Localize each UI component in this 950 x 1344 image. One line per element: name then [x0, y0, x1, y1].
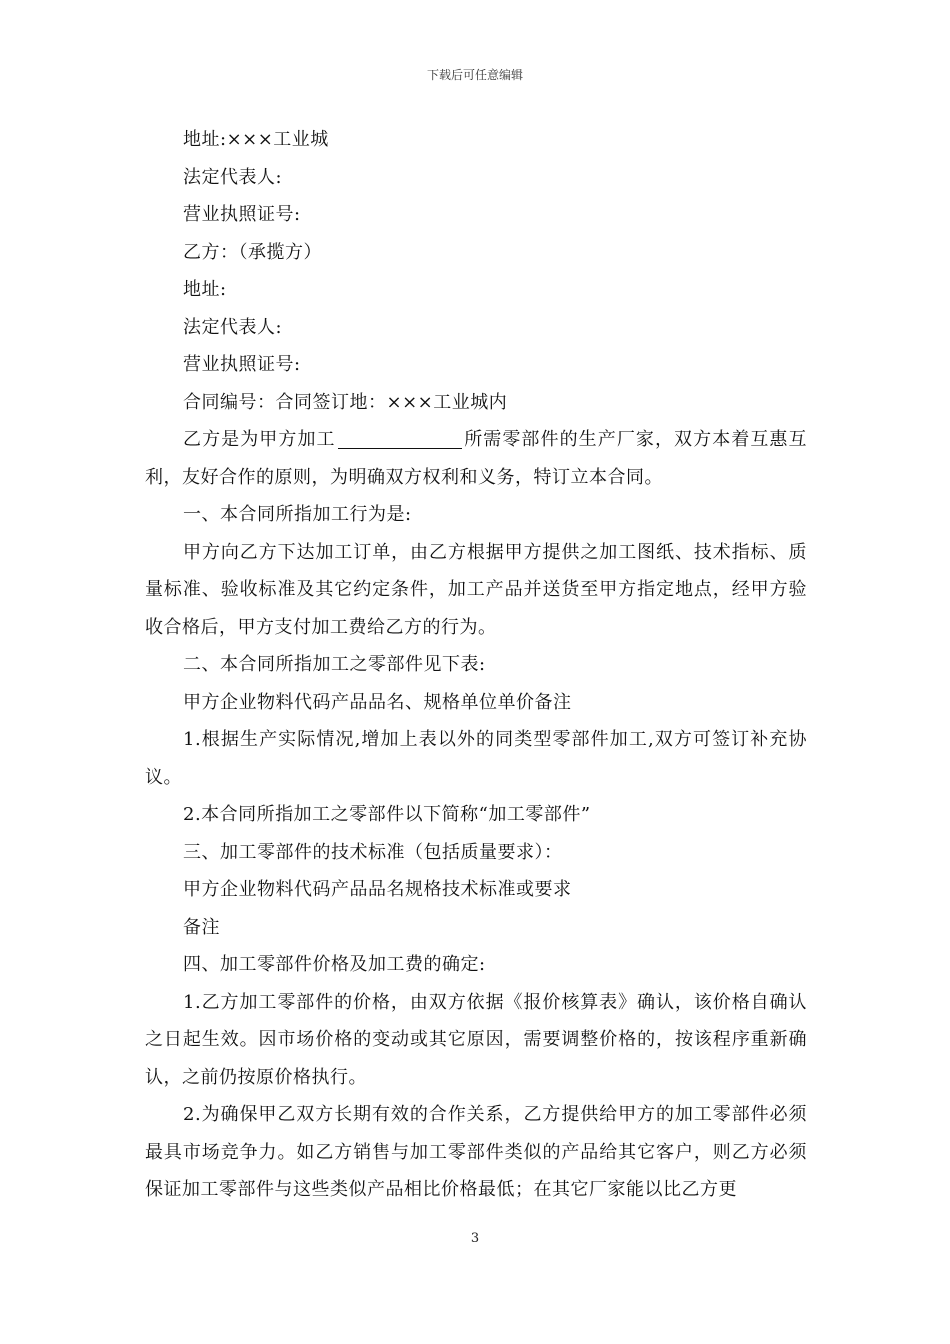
fill-in-blank: [338, 428, 462, 449]
section-2-heading: 二、本合同所指加工之零部件见下表:: [183, 654, 486, 675]
section-1-heading: 一、本合同所指加工行为是:: [183, 504, 412, 525]
preamble-text-end: 所需零部件的生产厂家，双方本着互惠互利，友好合作的原则，为明确双方权利和义务，特订立本合同。: [145, 429, 808, 488]
section-2-item-2: 2.本合同所指加工之零部件以下简称“加工零部件”: [183, 804, 591, 825]
section-4-item-2: 2.为确保甲乙双方长期有效的合作关系，乙方提供给甲方的加工零部件必须最具市场竞争力。如乙方销售与加工零部件类似的产品给其它客户，则乙方必须保证加工零部件与这些类似产品相比价格最低；在其它厂家能以比乙方更: [145, 1104, 807, 1200]
parts-table-header-line: 甲方企业物料代码产品品名、规格单位单价备注: [183, 691, 572, 713]
standards-table-remark: 备注: [183, 916, 220, 938]
contract-number-line: 合同编号：合同签订地：×××工业城内: [183, 391, 508, 413]
party-b-heading: 乙方：（承揽方）: [183, 241, 322, 263]
section-3-heading: 三、加工零部件的技术标准（包括质量要求）：: [183, 841, 563, 863]
party-b-legal-rep: 法定代表人:: [183, 316, 283, 338]
party-a-legal-rep: 法定代表人:: [183, 166, 283, 188]
section-1-body: 甲方向乙方下达加工订单，由乙方根据甲方提供之加工图纸、技术指标、质量标准、验收标准及其它约定条件，加工产品并送货至甲方指定地点，经甲方验收合格后，甲方支付加工费给乙方的行为。: [145, 541, 807, 638]
section-2-item-1: 1.根据生产实际情况,增加上表以外的同类型零部件加工,双方可签订补充协议。: [145, 729, 807, 788]
preamble-text-start: 乙方是为甲方加工: [183, 429, 336, 450]
page-number: 3: [470, 1231, 480, 1246]
section-4-item-1: 1.乙方加工零部件的价格，由双方依据《报价核算表》确认，该价格自确认之日起生效。因市场价格的变动或其它原因，需要调整价格的，按该程序重新确认，之前仍按原价格执行。: [145, 991, 807, 1088]
party-a-license-no: 营业执照证号:: [183, 204, 301, 225]
standards-table-header-line: 甲方企业物料代码产品品名规格技术标准或要求: [183, 879, 572, 900]
contract-body: [145, 121, 807, 1209]
party-a-address: 地址:×××工业城: [183, 129, 329, 150]
party-b-address: 地址:: [183, 279, 227, 300]
preamble-paragraph: [145, 421, 807, 496]
page-header: 下载后可任意编辑: [426, 68, 523, 82]
section-4-heading: 四、加工零部件价格及加工费的确定:: [183, 954, 486, 975]
party-b-license-no: 营业执照证号:: [183, 354, 301, 375]
